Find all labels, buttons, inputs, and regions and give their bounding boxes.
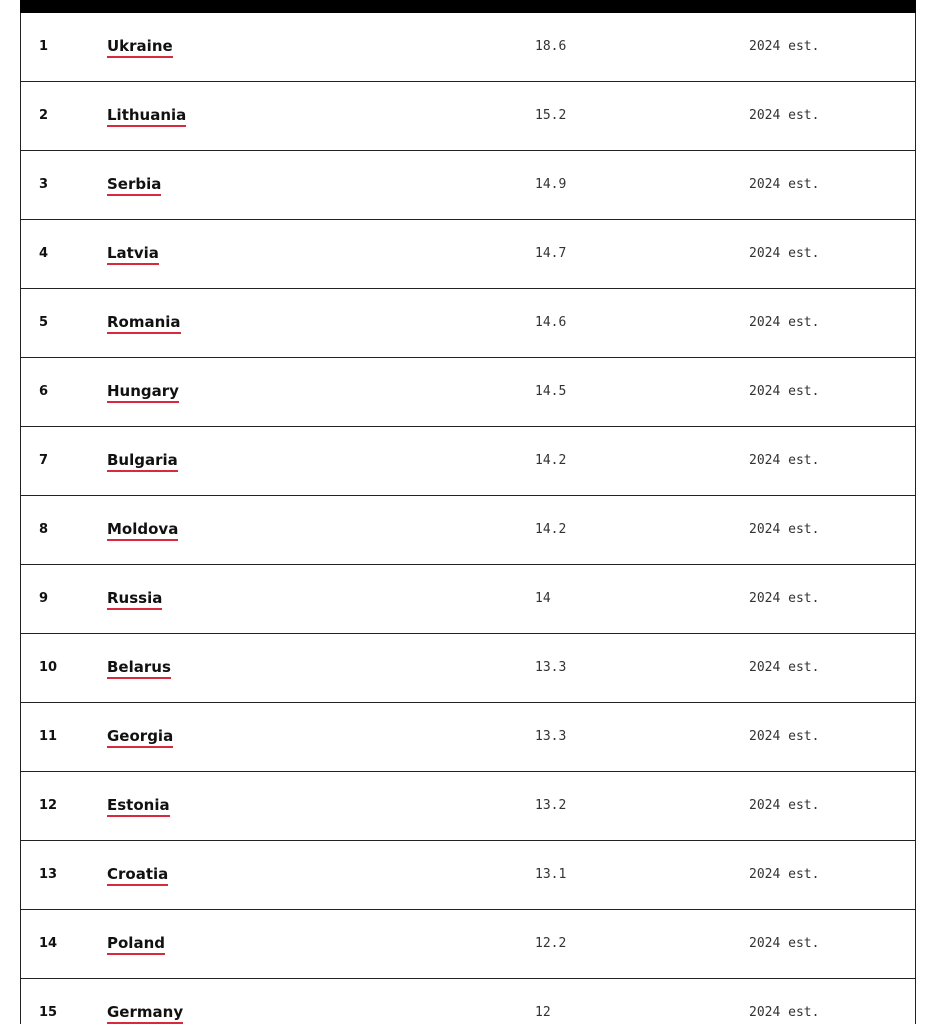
country-link[interactable]: Bulgaria	[107, 451, 178, 472]
table-row	[21, 358, 915, 427]
value-cell: 13.3	[535, 660, 567, 675]
year-cell: 2024 est.	[749, 936, 820, 951]
table-header-bar	[20, 0, 916, 13]
country-link[interactable]: Germany	[107, 1003, 183, 1024]
year-cell: 2024 est.	[749, 384, 820, 399]
table-row	[21, 565, 915, 634]
rank-cell: 8	[39, 522, 49, 537]
rank-cell: 10	[39, 660, 58, 675]
table-row	[21, 634, 915, 703]
year-cell: 2024 est.	[749, 798, 820, 813]
value-cell: 14.2	[535, 453, 567, 468]
country-link[interactable]: Georgia	[107, 727, 173, 748]
table-row	[21, 220, 915, 289]
country-link[interactable]: Croatia	[107, 865, 168, 886]
table-row	[21, 151, 915, 220]
year-cell: 2024 est.	[749, 453, 820, 468]
year-cell: 2024 est.	[749, 39, 820, 54]
year-cell: 2024 est.	[749, 315, 820, 330]
rank-cell: 6	[39, 384, 49, 399]
value-cell: 14	[535, 591, 551, 606]
country-link[interactable]: Ukraine	[107, 37, 173, 58]
ranking-table	[20, 0, 916, 1024]
value-cell: 13.2	[535, 798, 567, 813]
table-row	[21, 841, 915, 910]
year-cell: 2024 est.	[749, 177, 820, 192]
country-link[interactable]: Lithuania	[107, 106, 186, 127]
year-cell: 2024 est.	[749, 522, 820, 537]
country-link[interactable]: Hungary	[107, 382, 179, 403]
country-link[interactable]: Moldova	[107, 520, 178, 541]
country-link[interactable]: Russia	[107, 589, 162, 610]
value-cell: 13.1	[535, 867, 567, 882]
country-link[interactable]: Belarus	[107, 658, 171, 679]
rank-cell: 11	[39, 729, 58, 744]
year-cell: 2024 est.	[749, 660, 820, 675]
table-row	[21, 772, 915, 841]
table-row	[21, 979, 915, 1024]
table-row	[21, 910, 915, 979]
value-cell: 14.7	[535, 246, 567, 261]
country-link[interactable]: Latvia	[107, 244, 159, 265]
table-row	[21, 496, 915, 565]
rank-cell: 9	[39, 591, 49, 606]
rank-cell: 5	[39, 315, 49, 330]
country-link[interactable]: Poland	[107, 934, 165, 955]
value-cell: 14.2	[535, 522, 567, 537]
rank-cell: 3	[39, 177, 49, 192]
rank-cell: 15	[39, 1005, 58, 1020]
table-row	[21, 82, 915, 151]
year-cell: 2024 est.	[749, 108, 820, 123]
table-body	[20, 13, 916, 1024]
rank-cell: 1	[39, 39, 49, 54]
rank-cell: 12	[39, 798, 58, 813]
value-cell: 14.5	[535, 384, 567, 399]
value-cell: 14.6	[535, 315, 567, 330]
year-cell: 2024 est.	[749, 729, 820, 744]
value-cell: 12.2	[535, 936, 567, 951]
year-cell: 2024 est.	[749, 1005, 820, 1020]
rank-cell: 4	[39, 246, 49, 261]
year-cell: 2024 est.	[749, 867, 820, 882]
table-row	[21, 427, 915, 496]
country-link[interactable]: Romania	[107, 313, 181, 334]
value-cell: 15.2	[535, 108, 567, 123]
value-cell: 14.9	[535, 177, 567, 192]
year-cell: 2024 est.	[749, 246, 820, 261]
country-link[interactable]: Serbia	[107, 175, 161, 196]
rank-cell: 14	[39, 936, 58, 951]
value-cell: 13.3	[535, 729, 567, 744]
rank-cell: 7	[39, 453, 49, 468]
table-row	[21, 289, 915, 358]
table-row	[21, 13, 915, 82]
table-row	[21, 703, 915, 772]
value-cell: 18.6	[535, 39, 567, 54]
year-cell: 2024 est.	[749, 591, 820, 606]
value-cell: 12	[535, 1005, 551, 1020]
rank-cell: 13	[39, 867, 58, 882]
rank-cell: 2	[39, 108, 49, 123]
country-link[interactable]: Estonia	[107, 796, 170, 817]
